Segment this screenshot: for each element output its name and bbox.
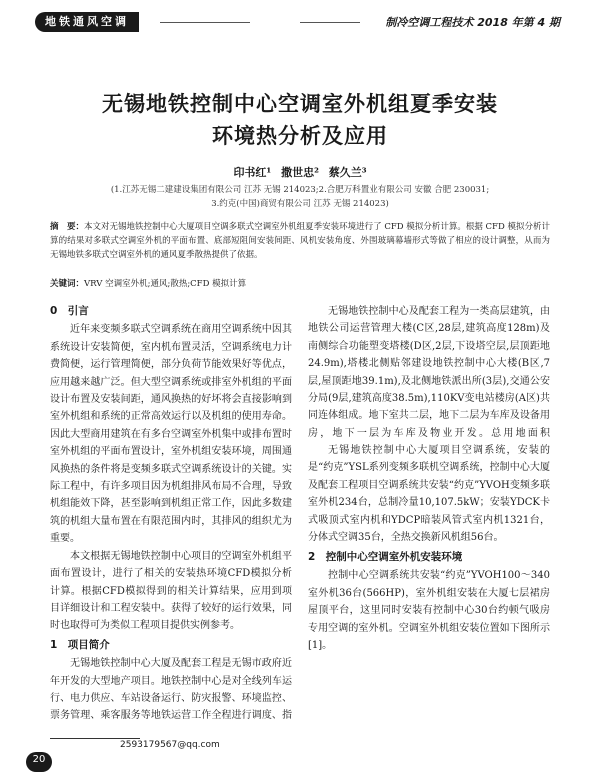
affiliation-line-1: (1.江苏无锡二建建设集团有限公司 江苏 无锡 214023;2.合肥万科置业有限公司 安徽 合肥 230031; <box>110 185 490 195</box>
paragraph: 无锡地铁控制中心及配套工程为一类高层建筑，由地铁公司运营管理大楼(C区,28层,建筑高度128m)及南侧综合功能塑变塔楼(D区,2层,下设塔空层,层顶距地24.9m),塔楼北侧贴邻建设地铁控制中心大楼(B区,7层,屋顶距地39.1m),及北侧地铁派出所(3层),交通公安分局(9层,建筑高度38.5m),110KV变电站楼房(A区)共同连体组成。地下室共二层，地下二层为车库及设备用房，地下一层为车库及物业开发。总用地面积 <box>308 306 550 439</box>
header-rule-left <box>160 22 250 23</box>
header-rule-right <box>300 22 360 23</box>
body-column-right <box>308 303 550 655</box>
page-number: 20 <box>26 752 52 772</box>
abstract-label: 摘 要： <box>50 222 85 232</box>
keywords-text: VRV 空调室外机;通风;散热;CFD 模拟计算 <box>84 279 247 289</box>
paragraph: 控制中心空调系统共安装“约克”YVOH100～340室外机36台(566HP)，室外机组安装在大厦七层裙房屋顶平台，这里同时安装有控制中心30台约顿气吸房专用空调的室外机。空调室外机组安装位置如下图所示[1]。 <box>308 570 550 652</box>
section-heading-project: 1 项目简介 <box>50 638 110 651</box>
abstract <box>50 220 550 262</box>
article-title-line-2: 环境热分析及应用 <box>212 124 388 148</box>
section-tag: 地铁通风空调 <box>35 12 139 32</box>
running-header <box>0 12 600 34</box>
journal-name: 制冷空调工程技术 2018 年第 4 期 <box>385 16 560 29</box>
section-heading-intro: 0 引言 <box>50 305 89 317</box>
affiliation-line-2: 3.约克(中国)商贸有限公司 江苏 无锡 214023) <box>211 199 389 209</box>
authors: 印书红¹ 撒世忠² 蔡久兰³ <box>233 166 367 179</box>
keywords-label: 关键词： <box>50 279 85 289</box>
paragraph: 无锡地铁控制中心大厦项目空调系统，安装的是“约克”YSL系列变频多联机空调系统，控制中心大厦及配套工程项目空调系统共安装“约克”YVOH变频多联室外机234台，总制冷量10,107.5kW；安装YDCK卡式吸顶式室内机和YDCP暗装风管式室内机1321台，分体式空调35台，全热交换新风机组56台。 <box>308 445 550 544</box>
body-column-left <box>50 301 292 723</box>
keywords <box>50 277 550 289</box>
paragraph: 无锡地铁控制中心大厦及配套工程是无锡市政府近年开发的大型地产项目。地铁控制中心是对全线列车运行、电力供应、车站设备运行、防灾报警、环境监控、票务管理、乘客服务等地铁运营工作全程进行调度、指 <box>50 658 292 722</box>
abstract-text: 本文对无锡地铁控制中心大厦项目空调多联式空调室外机组夏季安装环境进行了 CFD 模拟分析计算。根据 CFD 模拟分析计算的结果对多联式空调室外机的平面布置、底部短阻间安装间距、风机安装角度、外围玻璃幕墙形式等做了相应的设计调整，从而为无锡地铁多联式空调室外机的通风夏季散热提供了依据。 <box>50 222 550 260</box>
footnote-rule <box>50 738 140 739</box>
section-heading-install: 2 控制中心空调室外机安装环境 <box>308 551 463 563</box>
author-email: 2593179567@qq.com <box>120 740 220 750</box>
paragraph: 近年来变频多联式空调系统在商用空调系统中因其系统设计安装简便，室内机布置灵活，空调系统电力计费简便，运行管理简便，部分负荷节能效果好等优点，应用越来越广泛。但大型空调系统或排室外机组的平面设计布置及安装间距，通风换热的好坏将会直接影响到室外机组和系统的正常高效运行以及机组的使用寿命。因此大型商用建筑在有多台空调室外机集中或排布置时室外机组的平面布置设计，室外机组安装环境，周围通风换热的条件将是变频多联式空调系统设计的关键。实际工程中，有许多项目因为机组排风布局不合理，导致机组能效下降，甚至影响到机组正常工作，因此多数建筑的机组大量布置在有限范围内时，其排风的组织尤为重要。 <box>50 324 292 545</box>
article-title-line-1: 无锡地铁控制中心空调室外机组夏季安装 <box>102 92 498 116</box>
paragraph: 本文根据无锡地铁控制中心项目的空调室外机组平面布置设计，进行了相关的安装热环境CFD模拟分析计算。根据CFD模拟得到的相关计算结果，应用到项目详细设计和工程安装中。获得了较好的运行效果，同时也取得可为类似工程项目提供实例参考。 <box>50 550 292 632</box>
